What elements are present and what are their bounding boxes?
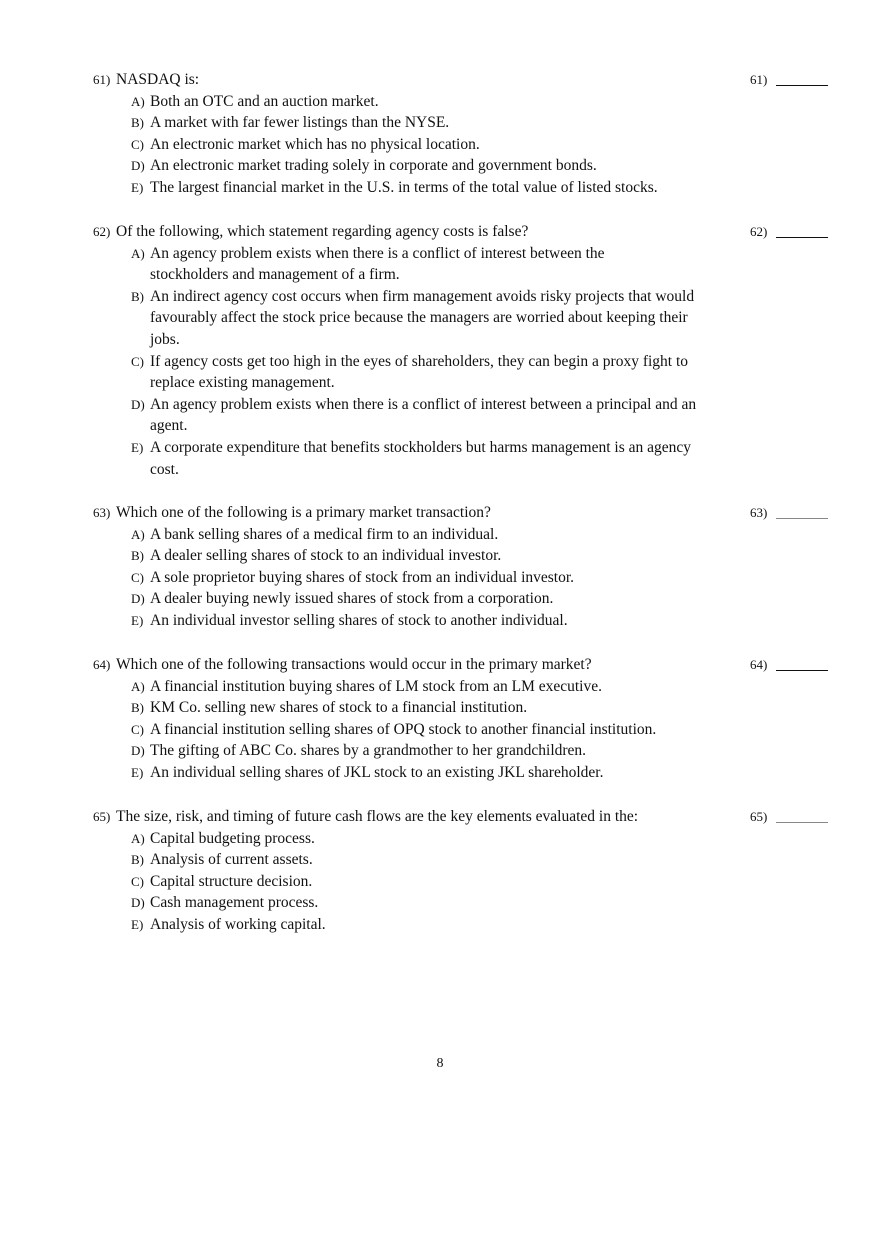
option-text: Both an OTC and an auction market.: [150, 92, 379, 110]
answer-blank[interactable]: [750, 806, 840, 828]
option-letter: E): [131, 764, 144, 780]
option-letter: E): [131, 439, 144, 455]
option-text: An electronic market trading solely in corporate and government bonds.: [150, 157, 597, 175]
option-list: [93, 243, 833, 481]
option-text: Analysis of working capital.: [150, 915, 326, 933]
option-letter: B): [131, 548, 144, 564]
question-text: Of the following, which statement regarding agency costs is false?: [116, 223, 529, 240]
question-stem: [93, 221, 833, 243]
answer-label: 62): [750, 224, 768, 239]
question-stem: [93, 502, 833, 524]
option-letter: C): [131, 721, 144, 737]
option-text: A market with far fewer listings than the NYSE.: [150, 114, 450, 132]
option-letter: D): [131, 396, 145, 412]
option-text: A dealer selling shares of stock to an individual investor.: [150, 547, 502, 565]
option-text: An individual investor selling shares of stock to another individual.: [150, 611, 568, 629]
option-e: [93, 610, 720, 632]
answer-line: [776, 822, 828, 823]
option-d: [93, 155, 720, 177]
option-letter: C): [131, 569, 144, 585]
option-text: An indirect agency cost occurs when firm management avoids risky projects that would favourably affect the stock price because the managers are worried about keeping their jobs.: [150, 287, 695, 348]
option-a: [93, 524, 720, 546]
option-letter: A): [131, 526, 145, 542]
question-64: [93, 654, 833, 784]
option-letter: B): [131, 852, 144, 868]
option-text: A bank selling shares of a medical firm to an individual.: [150, 525, 499, 543]
option-a: [93, 828, 720, 850]
answer-label: 65): [750, 809, 768, 824]
option-letter: C): [131, 873, 144, 889]
option-text: The gifting of ABC Co. shares by a grandmother to her grandchildren.: [150, 742, 587, 760]
question-63: [93, 502, 833, 632]
question-number: 63): [93, 505, 111, 520]
option-c: [93, 719, 750, 741]
option-letter: D): [131, 591, 145, 607]
option-list: [93, 91, 833, 199]
option-letter: E): [131, 916, 144, 932]
answer-label: 61): [750, 72, 768, 87]
option-a: [93, 91, 720, 113]
answer-line: [776, 85, 828, 86]
option-text: Capital structure decision.: [150, 872, 313, 890]
option-text: Capital budgeting process.: [150, 829, 315, 847]
option-letter: D): [131, 743, 145, 759]
question-stem: [93, 69, 833, 91]
answer-blank[interactable]: [750, 221, 840, 243]
option-text: The largest financial market in the U.S. in terms of the total value of listed stocks.: [150, 178, 658, 196]
question-text: Which one of the following transactions would occur in the primary market?: [116, 656, 592, 673]
option-letter: A): [131, 830, 145, 846]
question-number: 65): [93, 809, 111, 824]
option-letter: B): [131, 700, 144, 716]
option-a: [93, 676, 720, 698]
option-letter: E): [131, 612, 144, 628]
option-text: A financial institution buying shares of LM stock from an LM executive.: [150, 677, 602, 695]
answer-blank[interactable]: [750, 69, 840, 91]
page-number: 8: [436, 1056, 444, 1071]
answer-line: [776, 518, 828, 519]
option-text: A sole proprietor buying shares of stock from an individual investor.: [150, 568, 575, 586]
option-list: [93, 676, 833, 784]
question-65: [93, 806, 833, 936]
option-list: [93, 828, 833, 936]
question-text: The size, risk, and timing of future cash flows are the key elements evaluated in the:: [116, 808, 639, 825]
question-62: [93, 221, 833, 480]
question-number: 64): [93, 657, 111, 672]
option-letter: A): [131, 245, 145, 261]
option-a: [93, 243, 670, 286]
question-61: [93, 69, 833, 199]
option-d: [93, 740, 720, 762]
option-text: An agency problem exists when there is a conflict of interest between the stockholders and management of a firm.: [150, 244, 605, 284]
option-e: [93, 177, 750, 199]
option-d: [93, 394, 713, 437]
option-b: [93, 112, 720, 134]
option-text: Analysis of current assets.: [150, 851, 313, 869]
question-text: Which one of the following is a primary market transaction?: [116, 504, 491, 521]
option-text: KM Co. selling new shares of stock to a financial institution.: [150, 699, 528, 717]
question-stem: [93, 806, 833, 828]
option-text: If agency costs get too high in the eyes of shareholders, they can begin a proxy fight to replace existing management.: [150, 352, 689, 392]
option-e: [93, 437, 705, 480]
option-letter: A): [131, 678, 145, 694]
option-text: A dealer buying newly issued shares of stock from a corporation.: [150, 590, 554, 608]
option-b: [93, 545, 720, 567]
question-number: 61): [93, 72, 111, 87]
option-text: An individual selling shares of JKL stock to an existing JKL shareholder.: [150, 763, 604, 781]
question-text: NASDAQ is:: [116, 71, 200, 88]
option-text: A financial institution selling shares of OPQ stock to another financial institution.: [150, 720, 657, 738]
option-c: [93, 351, 705, 394]
option-list: [93, 524, 833, 632]
option-letter: D): [131, 895, 145, 911]
answer-line: [776, 670, 828, 671]
option-b: [93, 286, 713, 351]
answer-line: [776, 237, 828, 238]
option-d: [93, 892, 720, 914]
option-b: [93, 697, 720, 719]
option-text: An agency problem exists when there is a conflict of interest between a principal and an agent.: [150, 395, 697, 435]
option-e: [93, 762, 720, 784]
answer-blank[interactable]: [750, 502, 840, 524]
option-e: [93, 914, 720, 936]
option-text: Cash management process.: [150, 894, 319, 912]
option-letter: E): [131, 179, 144, 195]
option-c: [93, 871, 720, 893]
answer-blank[interactable]: [750, 654, 840, 676]
option-c: [93, 567, 720, 589]
option-text: A corporate expenditure that benefits stockholders but harms management is an agency cost.: [150, 438, 692, 478]
answer-label: 64): [750, 657, 768, 672]
question-stem: [93, 654, 833, 676]
option-d: [93, 588, 720, 610]
question-number: 62): [93, 224, 111, 239]
option-b: [93, 849, 720, 871]
option-letter: A): [131, 93, 145, 109]
option-letter: C): [131, 136, 144, 152]
option-letter: B): [131, 115, 144, 131]
option-c: [93, 134, 720, 156]
option-letter: C): [131, 353, 144, 369]
option-letter: B): [131, 288, 144, 304]
answer-label: 63): [750, 505, 768, 520]
option-letter: D): [131, 158, 145, 174]
option-text: An electronic market which has no physical location.: [150, 135, 480, 153]
